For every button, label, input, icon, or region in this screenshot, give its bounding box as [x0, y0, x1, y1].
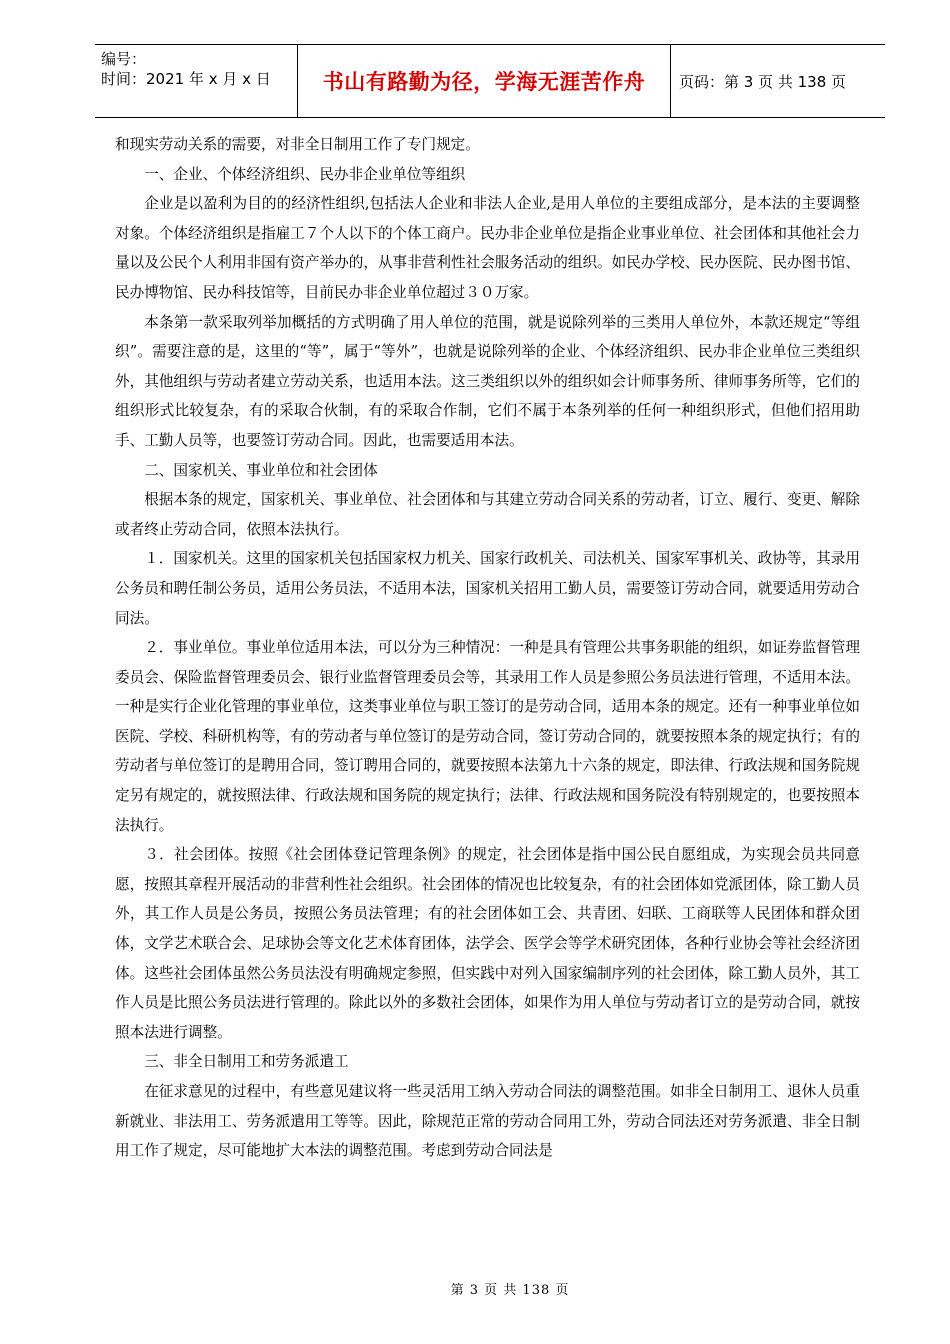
paragraph: 和现实劳动关系的需要，对非全日制用工作了专门规定。: [115, 136, 480, 153]
document-time-label: 时间：2021 年 x 月 x 日: [101, 70, 271, 88]
page-header: [95, 44, 885, 118]
section-heading: 一、企业、个体经济组织、民办非企业单位等组织: [144, 165, 466, 183]
paragraph: ３．社会团体。按照《社会团体登记管理条例》的规定，社会团体是指中国公民自愿组成，为实现会员共同意愿，按照其章程开展活动的非营利性社会组织。社会团体的情况也比较复杂，有的社会团体如党派团体，除工勤人员外，其工作人员是公务员，按照公务员法管理；有的社会团体如工会、共青团、妇联、工商联等人民团体和群众团体，文学艺术联合会、足球协会等文化艺术体育团体，法学会、医学会等学术研究团体，各种行业协会等社会经济团体。这些社会团体虽然公务员法没有明确规定参照，但实践中对列入国家编制序列的社会团体，除工勤人员外，其工作人员是比照公务员法进行管理的。除此以外的多数社会团体，如果作为用人单位与劳动者订立的是劳动合同，就按照本法进行调整。: [115, 846, 860, 1041]
document-body: [115, 130, 860, 1166]
paragraph: 企业是以盈利为目的的经济性组织,包括法人企业和非法人企业,是用人单位的主要组成部分，是本法的主要调整对象。个体经济组织是指雇工７个人以下的个体工商户。民办非企业单位是指企业事业单位、社会团体和其他社会力量以及公民个人利用非国有资产举办的，从事非营利性社会服务活动的组织。如民办学校、民办医院、民办图书馆、民办博物馆、民办科技馆等，目前民办非企业单位超过３０万家。: [115, 195, 860, 301]
paragraph: 在征求意见的过程中，有些意见建议将一些灵活用工纳入劳动合同法的调整范围。如非全日制用工、退休人员重新就业、非法用工、劳务派遣用工等等。因此，除规范正常的劳动合同用工外，劳动合同法还对劳务派遣、非全日制用工作了规定，尽可能地扩大本法的调整范围。考虑到劳动合同法是: [115, 1083, 860, 1160]
header-motto: 书山有路勤为径，学海无涯苦作舟: [297, 45, 671, 117]
section-heading: 三、非全日制用工和劳务派遣工: [144, 1053, 349, 1071]
section-heading: 二、国家机关、事业单位和社会团体: [144, 461, 378, 479]
paragraph: １．国家机关。这里的国家机关包括国家权力机关、国家行政机关、司法机关、国家军事机关、政协等，其录用公务员和聘任制公务员，适用公务员法，不适用本法，国家机关招用工勤人员，需要签订劳动合同，就要适用劳动合同法。: [115, 550, 860, 627]
header-meta: [95, 45, 297, 117]
paragraph: ２．事业单位。事业单位适用本法，可以分为三种情况：一种是具有管理公共事务职能的组织，如证券监督管理委员会、保险监督管理委员会、银行业监督管理委员会等，其录用工作人员是参照公务员法进行管理，不适用本法。一种是实行企业化管理的事业单位，这类事业单位与职工签订的是劳动合同，适用本条的规定。还有一种事业单位如医院、学校、科研机构等，有的劳动者与单位签订的是劳动合同，签订劳动合同的，就要按照本条的规定执行；有的劳动者与单位签订的是聘用合同，签订聘用合同的，就要按照本法第九十六条的规定，即法律、行政法规和国务院规定另有规定的，就按照法律、行政法规和国务院的规定执行；法律、行政法规和国务院没有特别规定的，也要按照本法执行。: [115, 639, 860, 834]
paragraph: 根据本条的规定，国家机关、事业单位、社会团体和与其建立劳动合同关系的劳动者，订立、履行、变更、解除或者终止劳动合同，依照本法执行。: [115, 491, 860, 538]
page-footer: 第 3 页 共 138 页: [450, 1283, 570, 1298]
paragraph: 本条第一款采取列举加概括的方式明确了用人单位的范围，就是说除列举的三类用人单位外，本款还规定“等组织”。需要注意的是，这里的“等”，属于“等外”，也就是说除列举的企业、个体经济组织、民办非企业单位三类组织外，其他组织与劳动者建立劳动关系，也适用本法。这三类组织以外的组织如会计师事务所、律师事务所等，它们的组织形式比较复杂，有的采取合伙制，有的采取合作制，它们不属于本条列举的任何一种组织形式，但他们招用助手、工勤人员等，也要签订劳动合同。因此，也需要适用本法。: [115, 313, 860, 449]
document-number-label: 编号：: [101, 50, 147, 68]
header-page-info: 页码：第 3 页 共 138 页: [679, 72, 847, 91]
